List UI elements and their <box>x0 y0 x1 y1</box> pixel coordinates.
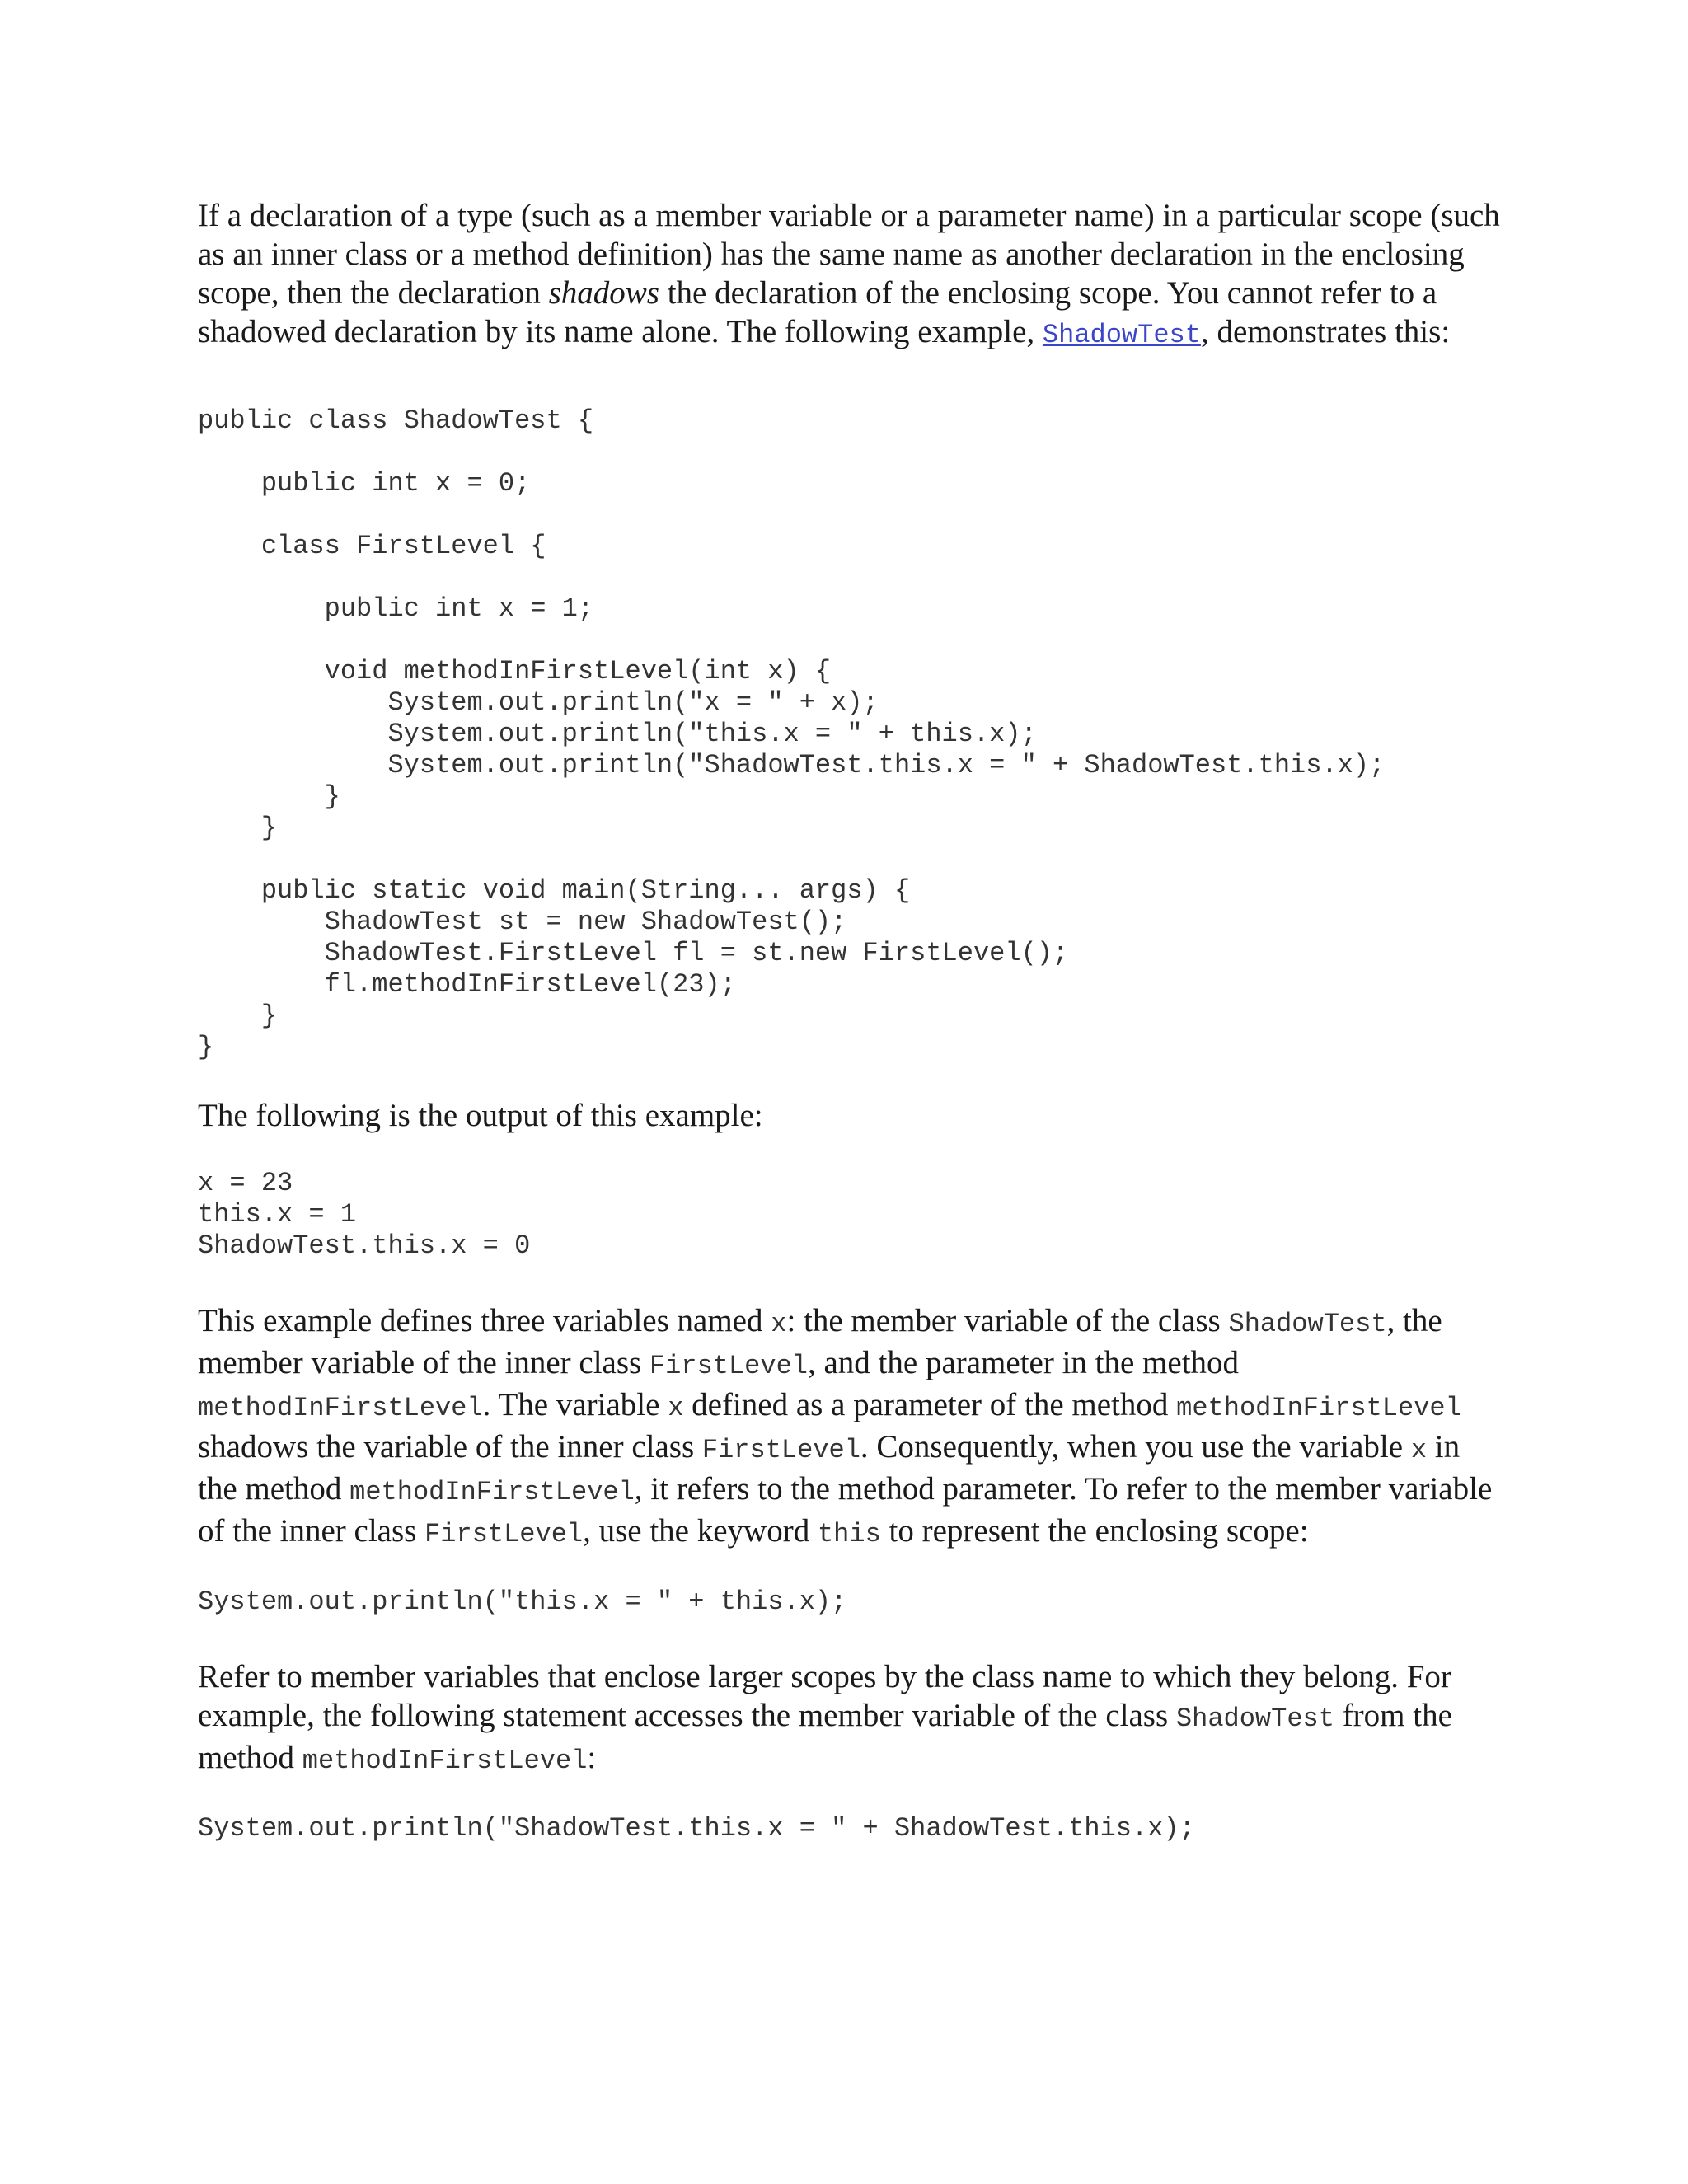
intro-text-3: , demonstrates this: <box>1200 314 1451 349</box>
explanation-paragraph <box>198 1301 1500 1554</box>
shadowtest-code-block: public class ShadowTest { public int x = 0; class FirstLevel { public int x = 1; void methodInFirstLevel(int x) { System.out.println("x = " + x); System.out.println("this.x = " + this.x); System.out.println("ShadowTest.this.x = " + ShadowTest.this.x); } } public static void main(String... args) { ShadowTest st = new ShadowTest(); ShadowTest.FirstLevel fl = st.new FirstLevel(); fl.methodInFirstLevel(23); } } <box>198 405 1386 1062</box>
explanation-text: . Consequently, when you use the variable <box>860 1429 1411 1465</box>
inline-code: ShadowTest <box>1175 1704 1334 1734</box>
refer-text: Refer to member variables that enclose larger scopes by the class name to which they belong. For example, the following statement accesses the member variable of the class <box>198 1659 1451 1733</box>
document-page <box>198 196 1500 1844</box>
inline-code: methodInFirstLevel <box>302 1746 588 1776</box>
explanation-text: shadows the variable of the inner class <box>198 1429 702 1465</box>
inline-code: FirstLevel <box>424 1519 584 1549</box>
inline-code: methodInFirstLevel <box>1176 1393 1461 1423</box>
intro-text-2: the declaration of the enclosing scope. You cannot refer to a shadowed declaration by its name alone. The following example, <box>198 275 1437 349</box>
intro-emphasis-shadows: shadows <box>548 275 659 311</box>
explanation-text: , and the parameter in the method <box>807 1345 1240 1380</box>
inline-code: x <box>668 1393 684 1423</box>
intro-text-1: If a declaration of a type (such as a member variable or a parameter name) in a particular scope (such as an inner class or a method definition) has the same name as another declaration in the enclosing scope, then the declaration <box>198 198 1500 311</box>
shadowtest-link[interactable]: ShadowTest <box>1042 320 1201 350</box>
output-intro-paragraph: The following is the output of this example: <box>198 1098 763 1133</box>
explanation-text: This example defines three variables named <box>198 1303 771 1338</box>
output-code-block: x = 23 this.x = 1 ShadowTest.this.x = 0 <box>198 1168 531 1261</box>
explanation-text: , it refers to the method parameter. To refer to the member variable of the inner class <box>198 1471 1493 1549</box>
shadowtest-this-x-code-line: System.out.println("ShadowTest.this.x = " + ShadowTest.this.x); <box>198 1813 1195 1844</box>
inline-code: this <box>817 1519 881 1549</box>
explanation-text: , use the keyword <box>583 1513 818 1549</box>
this-x-code-line: System.out.println("this.x = " + this.x); <box>198 1586 847 1617</box>
refer-text: : <box>587 1740 597 1775</box>
explanation-text: in the method <box>198 1429 1461 1507</box>
explanation-text: , the member variable of the inner class <box>198 1303 1442 1380</box>
explanation-text: to represent the enclosing scope: <box>880 1513 1309 1549</box>
inline-code: x <box>1410 1435 1428 1465</box>
inline-code: FirstLevel <box>649 1351 808 1381</box>
inline-code: x <box>771 1309 787 1339</box>
inline-code: FirstLevel <box>701 1435 860 1465</box>
explanation-text: . The variable <box>482 1387 668 1422</box>
refer-text: from the method <box>198 1698 1452 1775</box>
refer-paragraph <box>198 1657 1500 1780</box>
inline-code: methodInFirstLevel <box>349 1477 635 1507</box>
explanation-text: : the member variable of the class <box>786 1303 1229 1338</box>
inline-code: methodInFirstLevel <box>198 1393 483 1423</box>
explanation-text: defined as a parameter of the method <box>683 1387 1177 1422</box>
inline-code: ShadowTest <box>1228 1309 1387 1339</box>
intro-paragraph <box>198 196 1500 354</box>
